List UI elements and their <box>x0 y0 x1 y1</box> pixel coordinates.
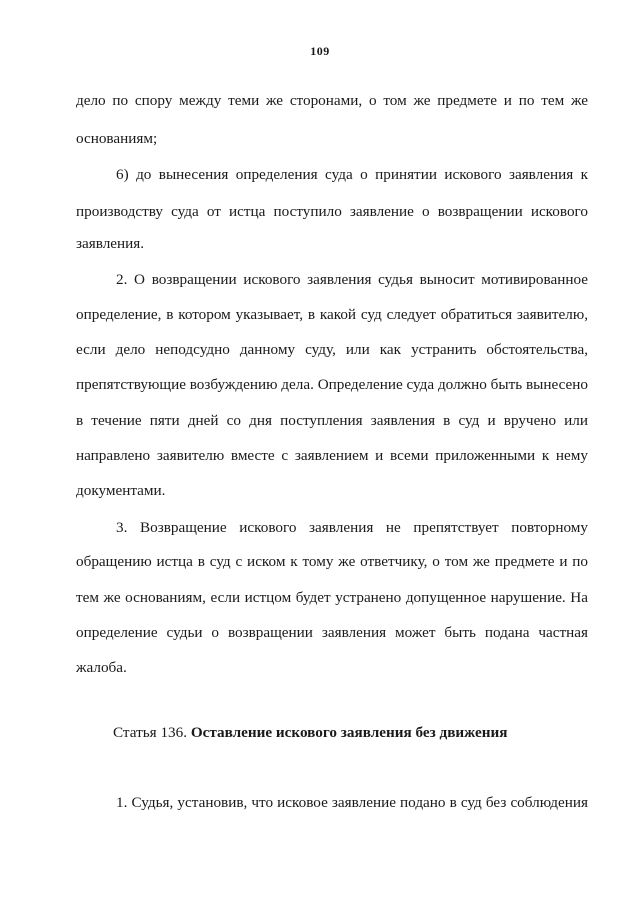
article-title: Оставление искового заявления без движения <box>190 724 508 741</box>
paragraph-line: в течение пяти дней со дня поступления заявления в суд и вручено или <box>76 412 588 429</box>
paragraph-line: препятствующие возбуждению дела. Определение суда должно быть вынесено <box>76 376 588 393</box>
article-label: Статья 136. <box>113 724 188 741</box>
paragraph-line: 1. Судья, установив, что исковое заявление подано в суд без соблюдения <box>116 794 588 811</box>
paragraph-line: заявления. <box>76 235 145 252</box>
paragraph-line: тем же основаниям, если истцом будет устранено допущенное нарушение. На <box>76 589 588 606</box>
article-heading <box>113 724 588 742</box>
paragraph-line: 3. Возвращение искового заявления не препятствует повторному <box>116 519 588 536</box>
paragraph-line: 2. О возвращении искового заявления судья выносит мотивированное <box>116 271 588 288</box>
paragraph-line: жалоба. <box>76 659 127 676</box>
paragraph-line: направлено заявителю вместе с заявлением и всеми приложенными к нему <box>76 447 588 464</box>
paragraph-line: 6) до вынесения определения суда о принятии искового заявления к <box>116 166 588 183</box>
paragraph-line: определение, в котором указывает, в какой суд следует обратиться заявителю, <box>76 306 588 323</box>
paragraph-line: дело по спору между теми же сторонами, о том же предмете и по тем же <box>76 92 588 109</box>
paragraph-line: документами. <box>76 482 166 499</box>
page-number: 109 <box>310 44 330 58</box>
paragraph-line: основаниям; <box>76 130 158 147</box>
paragraph-line: если дело неподсудно данному суду, или как устранить обстоятельства, <box>76 341 588 358</box>
paragraph-line: обращению истца в суд с иском к тому же ответчику, о том же предмете и по <box>76 553 588 570</box>
paragraph-line: производству суда от истца поступило заявление о возвращении искового <box>76 203 588 220</box>
paragraph-line: определение судьи о возвращении заявления может быть подана частная <box>76 624 588 641</box>
